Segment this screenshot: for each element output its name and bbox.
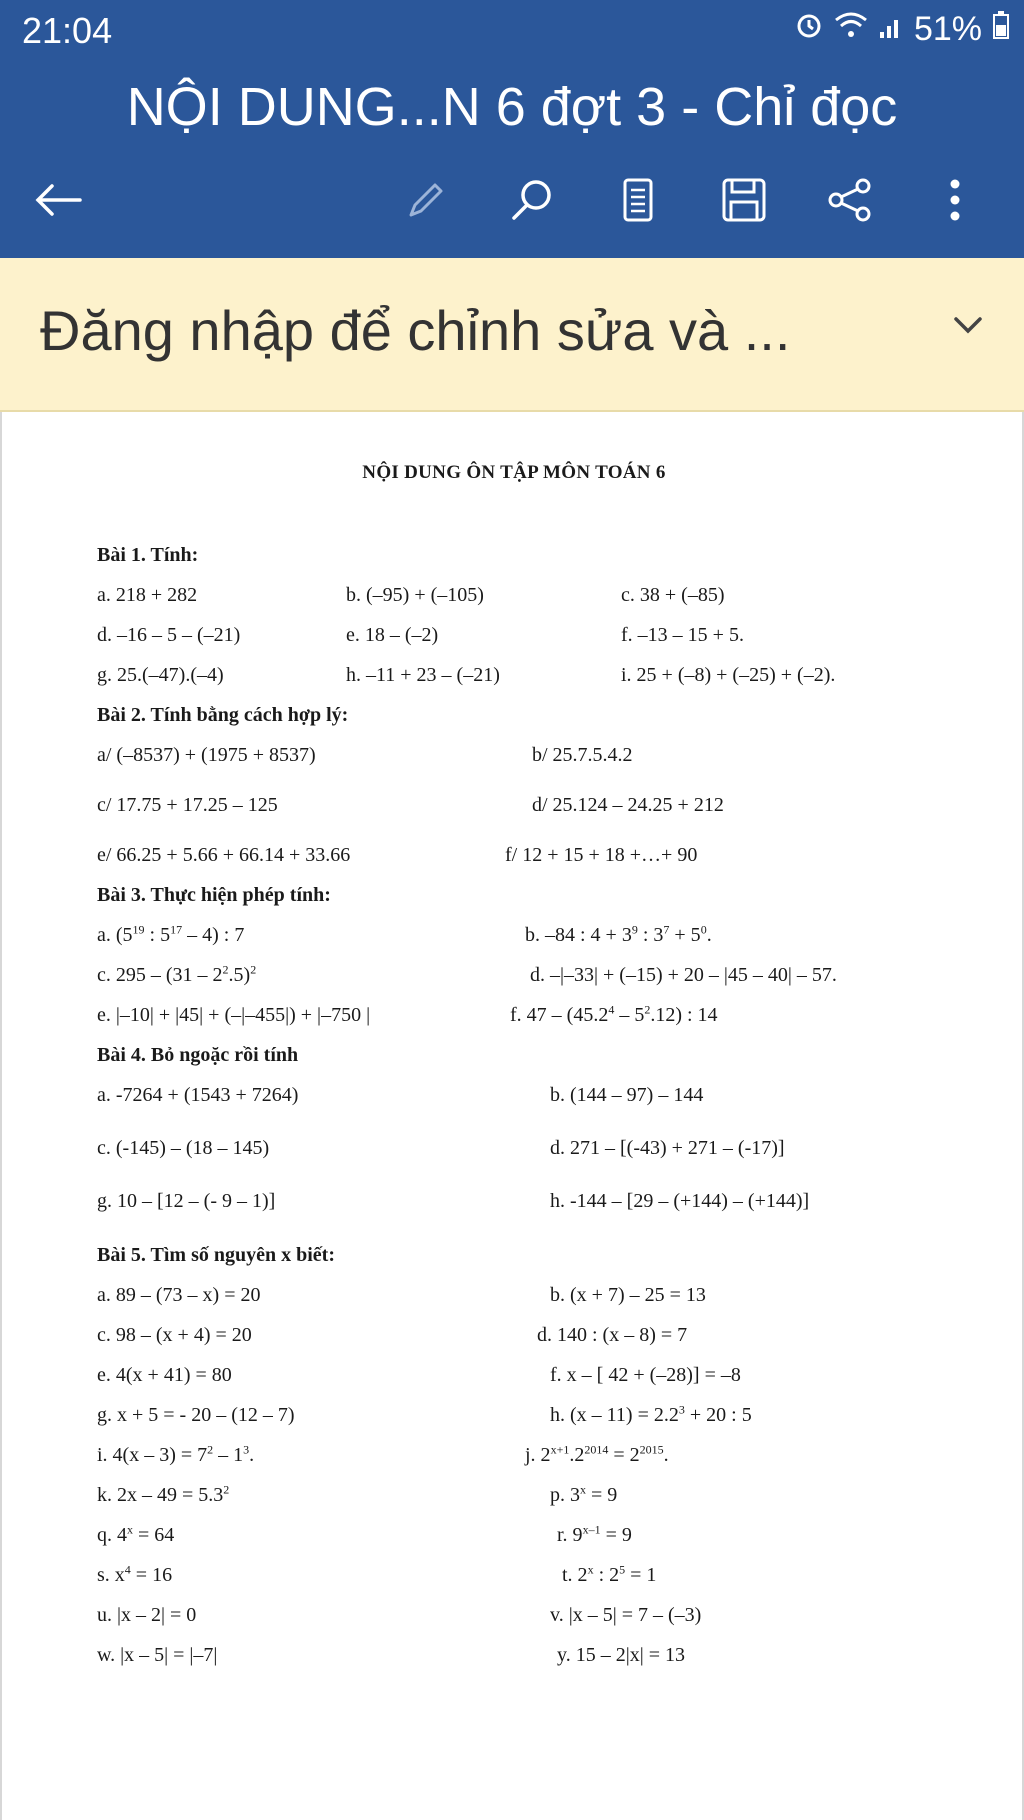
exercise-item: e. 18 – (–2) <box>346 624 439 646</box>
exercise-item: b. (x + 7) – 25 = 13 <box>550 1284 706 1306</box>
exercise-item: a. 89 – (73 – x) = 20 <box>97 1284 261 1306</box>
exercise-item: q. $4^x = 64$ <box>97 1522 175 1546</box>
more-options-button[interactable] <box>930 170 980 230</box>
exercise-item: g. 25.(–47).(–4) <box>97 664 224 686</box>
exercise-item: f. x – [ 42 + (–28)] = –8 <box>550 1364 741 1386</box>
exercise-item: c. $295 - (31 - 2^2.5)^2$ <box>97 962 257 986</box>
sign-in-banner[interactable] <box>0 258 1024 412</box>
exercise-item: a. ($5^{19}$ : $5^{17} - 4$) : 7 <box>97 922 245 946</box>
chevron-down-icon <box>952 314 984 336</box>
exercise-item: e/ 66.25 + 5.66 + 66.14 + 33.66 <box>97 844 351 866</box>
share-icon <box>827 177 873 223</box>
document-heading: NỘI DUNG ÔN TẬP MÔN TOÁN 6 <box>362 462 666 483</box>
exercise-item: d. –16 – 5 – (–21) <box>97 624 241 646</box>
toolbar <box>0 170 1024 230</box>
exercise-item: d/ 25.124 – 24.25 + 212 <box>532 794 724 816</box>
exercise-item: t. 2$^x$ : $2^5 = 1$ <box>562 1562 657 1586</box>
exercise-item: a. 218 + 282 <box>97 584 198 606</box>
reading-view-button[interactable] <box>612 170 664 230</box>
exercise-item: e. 4(x + 41) = 80 <box>97 1364 232 1386</box>
save-button[interactable] <box>716 170 772 230</box>
exercise-item: f. –13 – 15 + 5. <box>621 624 744 646</box>
exercise-item: f/ 12 + 15 + 18 +…+ 90 <box>505 844 698 866</box>
sign-in-banner-text: Đăng nhập để chỉnh sửa và ... <box>40 299 791 362</box>
exercise-item: b/ 25.7.5.4.2 <box>532 744 633 766</box>
exercise-item: y. 15 – 2|x| = 13 <box>557 1644 685 1666</box>
edit-button[interactable] <box>398 170 454 230</box>
exercise-item: b. –84 : $4 + 3^9$ : $3^7 + 5^0$. <box>525 922 712 946</box>
exercise-item: r. $9^{x-1} = 9$ <box>557 1522 632 1546</box>
exercise-item: g. 10 – [12 – (- 9 – 1)] <box>97 1190 276 1212</box>
exercise-item: c. 98 – (x + 4) = 20 <box>97 1324 252 1346</box>
exercise-1-title: Bài 1. Tính: <box>97 544 199 566</box>
share-button[interactable] <box>822 170 878 230</box>
exercise-item: c/ 17.75 + 17.25 – 125 <box>97 794 278 816</box>
expand-banner-button[interactable] <box>952 314 984 340</box>
exercise-3-title: Bài 3. Thực hiện phép tính: <box>97 884 331 906</box>
exercise-item: i. 25 + (–8) + (–25) + (–2). <box>621 664 836 686</box>
battery-text: 51% <box>913 10 982 48</box>
exercise-item: a/ (–8537) + (1975 + 8537) <box>97 744 316 766</box>
exercise-item: j. $2^{x+1}.2^{2014} = 2^{2015}$. <box>525 1442 669 1466</box>
exercise-item: d. –|–33| + (–15) + 20 – |45 – 40| – 57. <box>530 964 837 986</box>
exercise-item: h. –11 + 23 – (–21) <box>346 664 500 686</box>
exercise-item: s. $x^4 = 16$ <box>97 1562 173 1586</box>
wifi-icon <box>834 10 868 49</box>
status-time: 21:04 <box>22 10 113 51</box>
exercise-item: d. 271 – [(-43) + 271 – (-17)] <box>550 1137 785 1159</box>
exercise-item: k. $2x - 49 = 5.3^2$ <box>97 1482 230 1506</box>
exercise-item: w. |x – 5| = |–7| <box>97 1644 218 1666</box>
document-view-icon <box>622 177 654 223</box>
back-arrow-icon <box>34 182 82 218</box>
exercise-item: u. |x – 2| = 0 <box>97 1604 197 1626</box>
exercise-item: b. (–95) + (–105) <box>346 584 484 606</box>
exercise-item: h. $(x - 11) = 2.2^3 + 20$ : 5 <box>550 1402 752 1426</box>
exercise-item: v. |x – 5| = 7 – (–3) <box>550 1604 702 1626</box>
alarm-icon <box>794 10 824 49</box>
status-icons <box>794 10 1010 49</box>
save-icon <box>721 177 767 223</box>
exercise-item: h. -144 – [29 – (+144) – (+144)] <box>550 1190 810 1212</box>
exercise-4-title: Bài 4. Bỏ ngoặc rồi tính <box>97 1044 299 1066</box>
signal-icon <box>878 10 904 49</box>
exercise-item: g. x + 5 = - 20 – (12 – 7) <box>97 1404 295 1426</box>
exercise-item: e. |–10| + |45| + (–|–455|) + |–750 | <box>97 1004 371 1026</box>
exercise-item: c. (-145) – (18 – 145) <box>97 1137 270 1159</box>
exercise-2-title: Bài 2. Tính bằng cách hợp lý: <box>97 704 349 726</box>
search-icon <box>509 177 555 223</box>
exercise-item: a. -7264 + (1543 + 7264) <box>97 1084 299 1106</box>
exercise-item: i. $4(x - 3) = 7^2 - 1^3$. <box>97 1442 255 1466</box>
app-header <box>0 0 1024 258</box>
more-vertical-icon <box>949 177 961 223</box>
pencil-icon <box>403 177 449 223</box>
exercise-item: d. 140 : (x – 8) = 7 <box>537 1324 688 1346</box>
exercise-item: b. (144 – 97) – 144 <box>550 1084 704 1106</box>
exercise-item: c. 38 + (–85) <box>621 584 725 606</box>
search-button[interactable] <box>504 170 560 230</box>
battery-icon <box>992 10 1010 49</box>
document-title: NỘI DUNG...N 6 đợt 3 - Chỉ đọc <box>126 77 898 137</box>
exercise-item: p. $3^x = 9$ <box>550 1482 618 1506</box>
exercise-5-title: Bài 5. Tìm số nguyên x biết: <box>97 1244 335 1266</box>
exercise-item: f. $47 - (45.2^4 - 5^2.12)$ : 14 <box>510 1002 718 1026</box>
back-button[interactable] <box>28 170 88 230</box>
document-page[interactable] <box>0 412 1024 1820</box>
